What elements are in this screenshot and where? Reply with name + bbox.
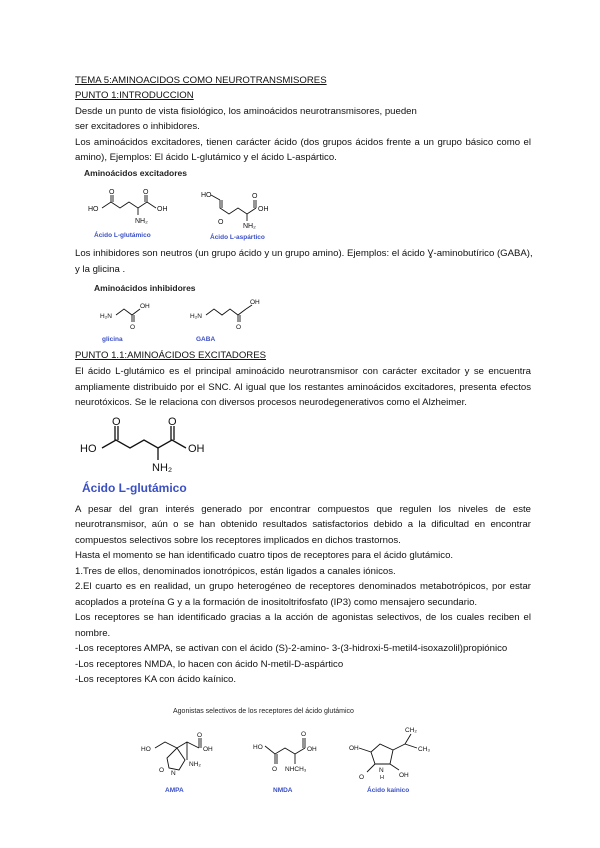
list-item: -Los receptores NMDA, lo hacen con ácido N-metil-D-aspártico [75,659,344,670]
section-1-title: PUNTO 1:INTRODUCCION [75,90,194,101]
figure-excitatory-amino-acids [80,166,290,242]
atom-label: O [301,731,307,738]
atom-label: OH [399,772,409,779]
atom-label: OH [349,745,359,752]
atom-label: O [359,774,365,781]
molecule-caption: AMPA [165,787,184,794]
list-item: -Los receptores KA con ácido kaínico. [75,674,237,685]
atom-label: O [236,324,242,331]
atom-label: O [272,766,278,773]
atom-label: O [143,189,149,196]
molecule-caption: Ácido L-glutámico [94,232,151,239]
molecule-structures [88,281,278,345]
paragraph-text: Desde un punto de vista fisiológico, los aminoácidos neurotransmisores, pueden [75,106,417,117]
atom-label: H₂N [190,313,202,320]
list-item: 2.El cuarto es en realidad, un grupo heterogéneo de receptores denominados metabotrópicos, por estar [75,581,531,592]
molecule-caption: Ácido kaínico [367,787,410,794]
atom-label: OH [307,746,317,753]
atom-label: OH [258,206,269,213]
figure-title: Agonistas selectivos de los receptores del ácido glutámico [173,708,354,715]
paragraph-text: ampliamente distribuido por el SNC. Al igual que los restantes aminoácidos excitadores, presenta efectos [75,382,531,393]
paragraph-text: El ácido L-glutámico es el principal aminoácido neurotransmisor con carácter excitador y se encuentra [75,366,531,377]
atom-label: O [218,219,224,226]
figure-title: Aminoácidos excitadores [84,168,187,178]
paragraph-text: compuestos selectivos sobre los receptores implicados en dichos trastornos. [75,535,401,546]
atom-label: O [112,416,121,428]
atom-label: HO [141,746,151,753]
paragraph-text: Los inhibidores son neutros (un grupo ácido y un grupo amino). Ejemplos: el ácido Ɣ-aminobutírico (GABA), [75,248,533,259]
molecule-caption: glicina [102,336,123,343]
atom-label: OH [157,206,168,213]
atom-label: O [168,416,177,428]
atom-label: O [109,189,115,196]
paragraph-text: A pesar del gran interés generado por encontrar compuestos que regulen los niveles de este [75,504,531,515]
paragraph-text: Los aminoácidos excitadores, tienen carácter ácido (dos grupos ácidos frente a un grupo básico como el [75,137,531,148]
paragraph-text: neurotransmisor, aún o se han obtenido resultados satisfactorios debido a la dificultad en encontrar [75,519,531,530]
atom-label: NH₂ [152,462,173,474]
atom-label: OH [203,746,213,753]
paragraph-text: nombre. [75,628,111,639]
atom-label: O [159,767,165,774]
molecule-caption: Ácido L-aspártico [210,234,265,241]
section-1-1-title: PUNTO 1.1:AMINOÁCIDOS EXCITADORES [75,350,267,361]
atom-label: CH₃ [418,746,431,753]
paragraph-text: y la glicina . [75,264,126,275]
atom-label: NH₂ [243,223,256,230]
atom-label: HO [80,443,97,455]
atom-label: HO [253,744,263,751]
document-heading: TEMA 5:AMINOACIDOS COMO NEUROTRANSMISORES [75,75,327,86]
figure-title: Aminoácidos inhibidores [94,283,196,293]
atom-label: NH₂ [189,761,201,768]
paragraph-text: neurotóxicos. Se le relaciona con diversos procesos neurodegenerativos como el Alzheimer. [75,397,467,408]
atom-label: O [130,324,136,331]
atom-label: NHCH₃ [285,766,307,773]
atom-label: O [252,193,258,200]
atom-label: CH₂ [405,727,417,734]
atom-label: HO [201,192,212,199]
list-item: 1.Tres de ellos, denominados ionotrópicos, están ligados a canales iónicos. [75,566,396,577]
paragraph-text: amino), Ejemplos: El ácido L-glutámico y el ácido L-aspártico. [75,152,337,163]
list-item: acoplados a proteína G y a la formación de inositoltrifosfato (IP3) como mensajero secundario. [75,597,478,608]
atom-label: H [380,775,384,781]
atom-label: OH [188,443,205,455]
molecule-caption: NMDA [273,787,293,794]
figure-glutamic-acid [78,414,220,498]
atom-label: H₂N [100,313,112,320]
atom-label: N [379,767,384,774]
atom-label: O [197,732,203,739]
molecule-structures [80,166,290,242]
atom-label: OH [140,303,150,310]
paragraph-text: ser excitadores o inhibidores. [75,121,200,132]
atom-label: OH [250,299,260,306]
molecule-structure [78,414,220,498]
figure-inhibitory-amino-acids [88,281,278,345]
atom-label: HO [88,206,99,213]
paragraph-text: Los receptores se han identificado gracias a la acción de agonistas selectivos, de los cuales reciben el [75,612,531,623]
list-item: -Los receptores AMPA, se activan con el ácido (S)-2-amino- 3-(3-hidroxi-5-metil4-isoxazolil)propiónico [75,643,508,654]
molecule-caption: GABA [196,336,216,343]
atom-label: N [171,770,176,777]
figure-selective-agonists [135,702,438,800]
molecule-caption: Ácido L-glutámico [82,481,187,495]
atom-label: NH₂ [135,218,148,225]
paragraph-text: Hasta el momento se han identificado cuatro tipos de receptores para el ácido glutámico. [75,550,454,561]
molecule-structures [135,702,438,800]
